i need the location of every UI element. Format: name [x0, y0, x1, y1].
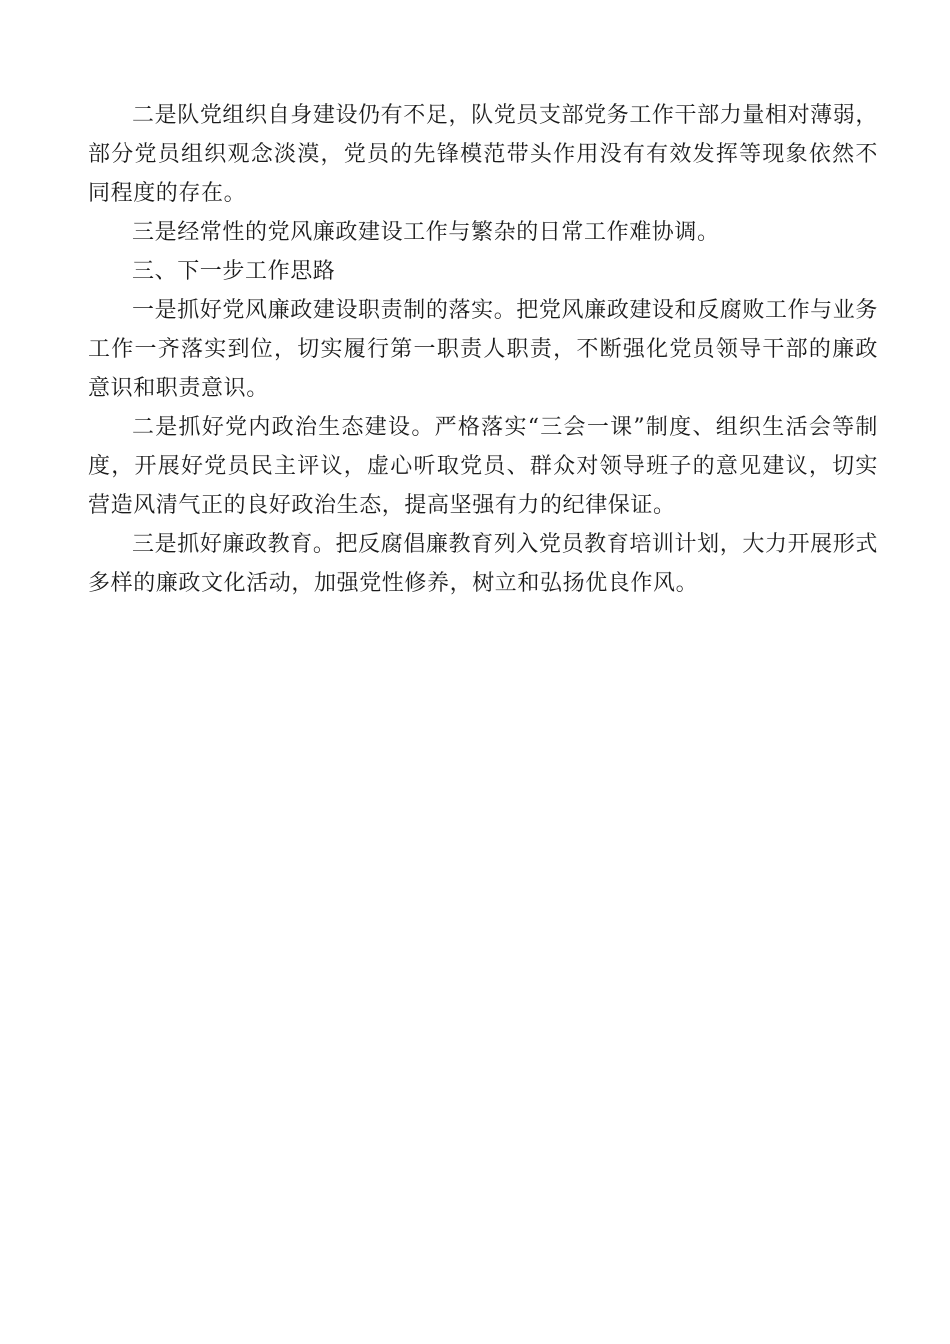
paragraph-responsibility-system: 一是抓好党风廉政建设职责制的落实。把党风廉政建设和反腐败工作与业务工作一齐落实到位，切实履行第一职责人职责，不断强化党员领导干部的廉政意识和职责意识。	[88, 298, 878, 401]
paragraph-coordination-difficulty: 三是经常性的党风廉政建设工作与繁杂的日常工作难协调。	[132, 220, 720, 245]
paragraph-integrity-education: 三是抓好廉政教育。把反腐倡廉教育列入党员教育培训计划，大力开展形式多样的廉政文化活动，加强党性修养，树立和弘扬优良作风。	[88, 532, 878, 596]
section-heading-next-steps: 三、下一步工作思路	[132, 259, 336, 284]
paragraph-party-organization-shortcomings: 二是队党组织自身建设仍有不足，队党员支部党务工作干部力量相对薄弱，部分党员组织观念淡漠，党员的先锋模范带头作用没有有效发挥等现象依然不同程度的存在。	[88, 103, 878, 206]
document-body	[88, 96, 878, 603]
paragraph-political-ecology: 二是抓好党内政治生态建设。严格落实“三会一课”制度、组织生活会等制度，开展好党员民主评议，虚心听取党员、群众对领导班子的意见建议，切实营造风清气正的良好政治生态，提高坚强有力的纪律保证。	[88, 415, 878, 518]
